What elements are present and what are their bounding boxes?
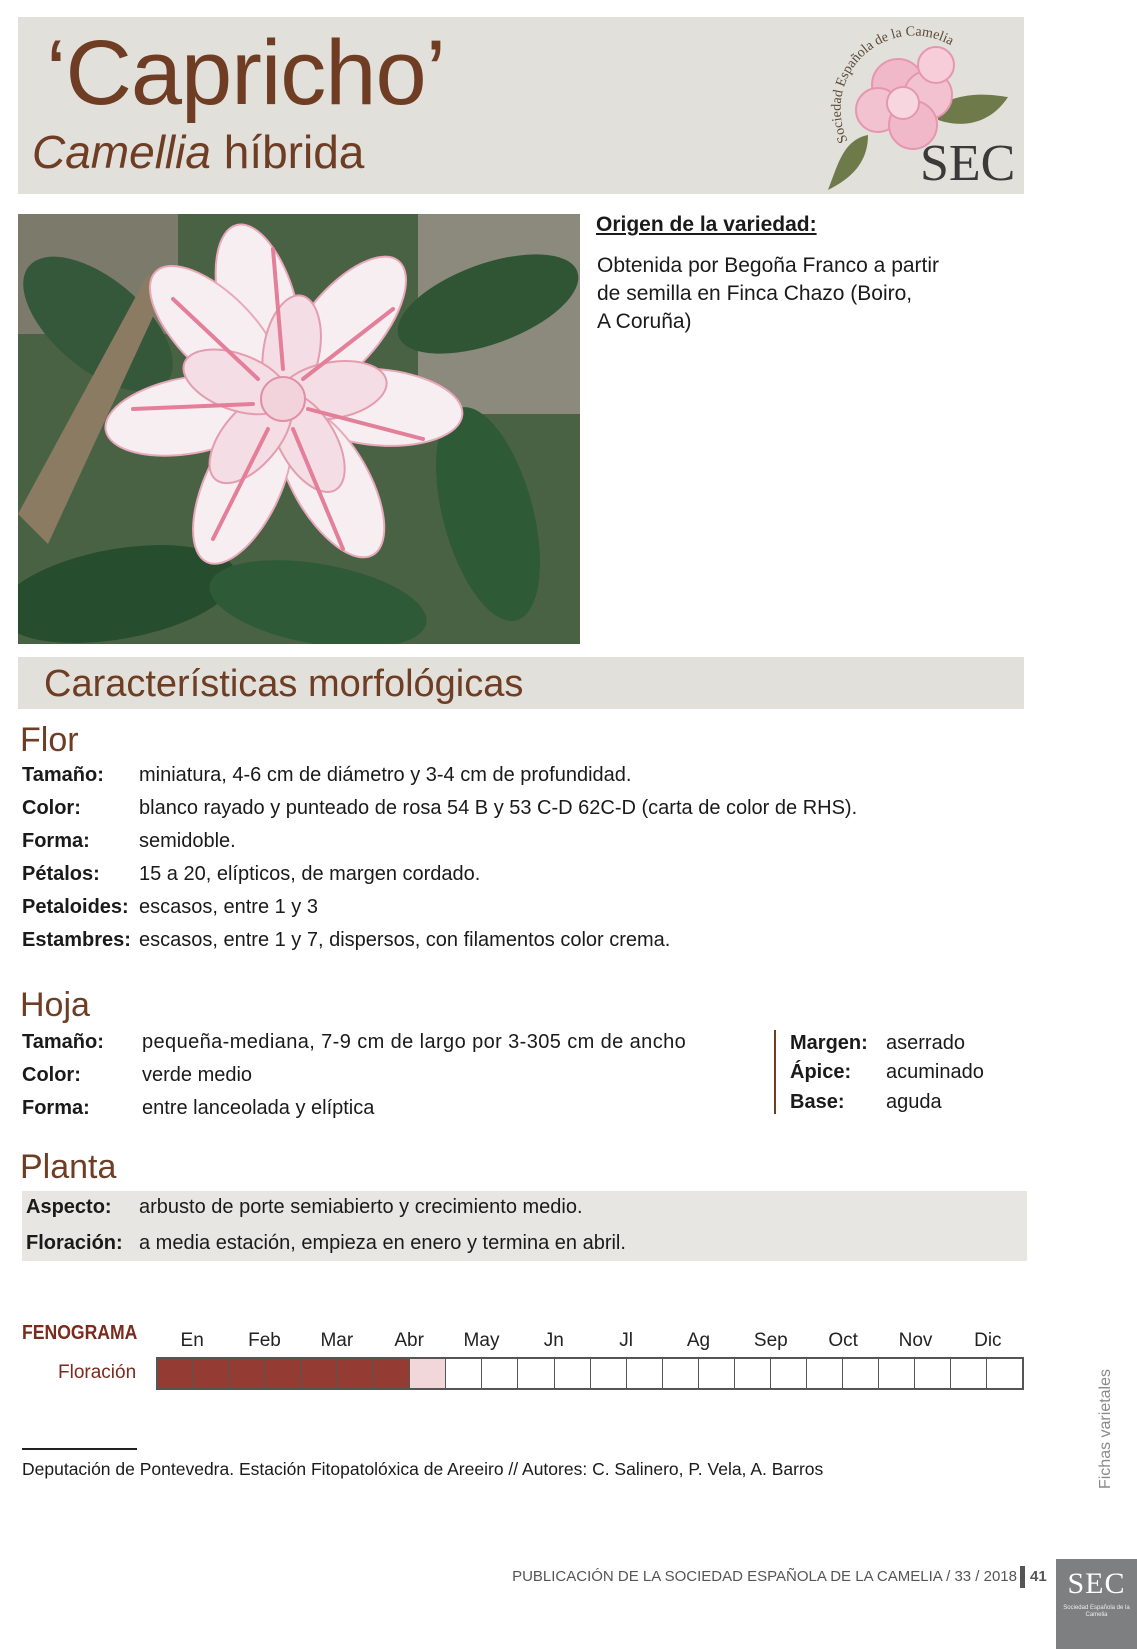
phenology-cell-empty: [482, 1359, 518, 1388]
flor-label: Color:: [22, 797, 81, 819]
phenology-cell-empty: [591, 1359, 627, 1388]
phenology-cell-full: [302, 1359, 338, 1388]
footnote-rule: [22, 1448, 137, 1450]
flor-label: Tamaño:: [22, 764, 104, 786]
phenology-bar: [156, 1357, 1024, 1390]
phenology-cell-full: [338, 1359, 374, 1388]
month-label: En: [180, 1330, 204, 1351]
phenology-cell-empty: [663, 1359, 699, 1388]
flor-value: 15 a 20, elípticos, de margen cordado.: [139, 863, 481, 885]
subtitle-genus: Camellia: [32, 126, 211, 178]
page-separator: [1020, 1566, 1025, 1588]
fenograma-label: FENOGRAMA: [22, 1322, 138, 1344]
flor-value: escasos, entre 1 y 7, dispersos, con filamentos color crema.: [139, 929, 671, 951]
section-bar: [18, 657, 1024, 709]
origin-line: de semilla en Finca Chazo (Boiro,: [597, 282, 913, 305]
origin-line: A Coruña): [597, 310, 692, 333]
hoja-side-label: Ápice:: [790, 1061, 852, 1083]
month-label: Sep: [753, 1330, 788, 1351]
page-title: ‘Capricho’: [46, 22, 446, 124]
camellia-photo: [18, 214, 580, 644]
sec-badge: [1056, 1559, 1137, 1649]
hoja-label: Color:: [22, 1064, 81, 1086]
hoja-value: entre lanceolada y elíptica: [142, 1097, 375, 1119]
phenology-cell-empty: [879, 1359, 915, 1388]
phenology-cell-empty: [699, 1359, 735, 1388]
hoja-value: verde medio: [142, 1064, 253, 1086]
flor-value: escasos, entre 1 y 3: [139, 896, 318, 918]
hoja-heading: Hoja: [20, 986, 90, 1024]
month-label: Abr: [394, 1330, 424, 1351]
planta-heading: Planta: [20, 1148, 117, 1186]
planta-value: arbusto de porte semiabierto y crecimiento medio.: [139, 1196, 583, 1218]
month-label: Dic: [974, 1330, 1002, 1351]
flor-label: Forma:: [22, 830, 90, 852]
hoja-label: Tamaño:: [22, 1031, 104, 1053]
flor-label: Estambres:: [22, 929, 131, 951]
month-label: Oct: [828, 1330, 858, 1351]
page-subtitle: [32, 126, 365, 178]
hoja-side-value: aguda: [886, 1091, 942, 1113]
side-label-text: Fichas varietales: [1097, 1368, 1114, 1490]
phenology-cell-full: [374, 1359, 410, 1388]
phenology-cell-full: [194, 1359, 230, 1388]
phenology-cell-full: [266, 1359, 302, 1388]
origin-text: [597, 252, 1017, 336]
floracion-row-label: Floración: [58, 1362, 137, 1383]
month-label: Mar: [320, 1330, 354, 1351]
phenology-cell-empty: [735, 1359, 771, 1388]
sec-badge-subtext: Sociedad Española de la Camelia: [1063, 1605, 1130, 1618]
logo-leaf-left: [828, 135, 868, 190]
flor-value: miniatura, 4-6 cm de diámetro y 3-4 cm de profundidad.: [139, 764, 632, 786]
phenology-cell-empty: [987, 1359, 1022, 1388]
flor-label: Pétalos:: [22, 863, 100, 885]
phenology-cell-empty: [446, 1359, 482, 1388]
hoja-label: Forma:: [22, 1097, 90, 1119]
flor-heading: Flor: [20, 721, 79, 759]
planta-value: a media estación, empieza en enero y termina en abril.: [139, 1232, 626, 1254]
header-band: [18, 17, 1024, 194]
phenology-cell-empty: [915, 1359, 951, 1388]
month-label: Jn: [543, 1330, 564, 1351]
hoja-divider: [774, 1030, 776, 1114]
section-title: Características morfológicas: [44, 663, 524, 705]
flor-label: Petaloides:: [22, 896, 129, 918]
planta-label: Aspecto:: [26, 1196, 112, 1218]
hoja-value: pequeña-mediana, 7-9 cm de largo por 3-305 cm de ancho: [142, 1031, 687, 1053]
origin-heading: Origen de la variedad:: [596, 213, 817, 236]
subtitle-type: híbrida: [210, 126, 365, 178]
origin-line: Obtenida por Begoña Franco a partir: [597, 254, 940, 277]
month-label: Feb: [248, 1330, 281, 1351]
hoja-side-value: aserrado: [886, 1032, 965, 1054]
month-label: Ag: [686, 1330, 711, 1351]
phenology-cell-full: [230, 1359, 266, 1388]
sec-badge-text: SEC: [1067, 1567, 1126, 1600]
logo-arc-text: Sociedad Española de la Camelia: [829, 25, 957, 146]
month-label: May: [463, 1330, 500, 1351]
planta-label: Floración:: [26, 1232, 123, 1254]
phenology-cell-partial: [410, 1359, 446, 1388]
flor-value: semidoble.: [139, 830, 236, 852]
phenology-cell-empty: [951, 1359, 987, 1388]
page-number: 41: [1030, 1568, 1047, 1585]
hoja-side-value: acuminado: [886, 1061, 984, 1083]
phenology-cell-full: [158, 1359, 194, 1388]
phenology-cell-empty: [555, 1359, 591, 1388]
logo-sec-text: SEC: [920, 135, 1016, 192]
hoja-side-label: Base:: [790, 1091, 845, 1113]
phenology-cell-empty: [771, 1359, 807, 1388]
publication-line: PUBLICACIÓN DE LA SOCIEDAD ESPAÑOLA DE LA CAMELIA / 33 / 2018: [512, 1568, 1017, 1585]
month-label: Jl: [619, 1330, 634, 1351]
phenology-cell-empty: [518, 1359, 554, 1388]
sec-logo: [808, 25, 1018, 193]
phenology-cell-empty: [807, 1359, 843, 1388]
month-label: Nov: [898, 1330, 933, 1351]
credits: Deputación de Pontevedra. Estación Fitopatolóxica de Areeiro // Autores: C. Salinero, P. Vela, A. Barros: [22, 1459, 824, 1479]
phenology-cell-empty: [843, 1359, 879, 1388]
hoja-side-label: Margen:: [790, 1032, 868, 1054]
phenology-cell-empty: [627, 1359, 663, 1388]
flor-value: blanco rayado y punteado de rosa 54 B y 53 C-D 62C-D (carta de color de RHS).: [139, 797, 858, 819]
